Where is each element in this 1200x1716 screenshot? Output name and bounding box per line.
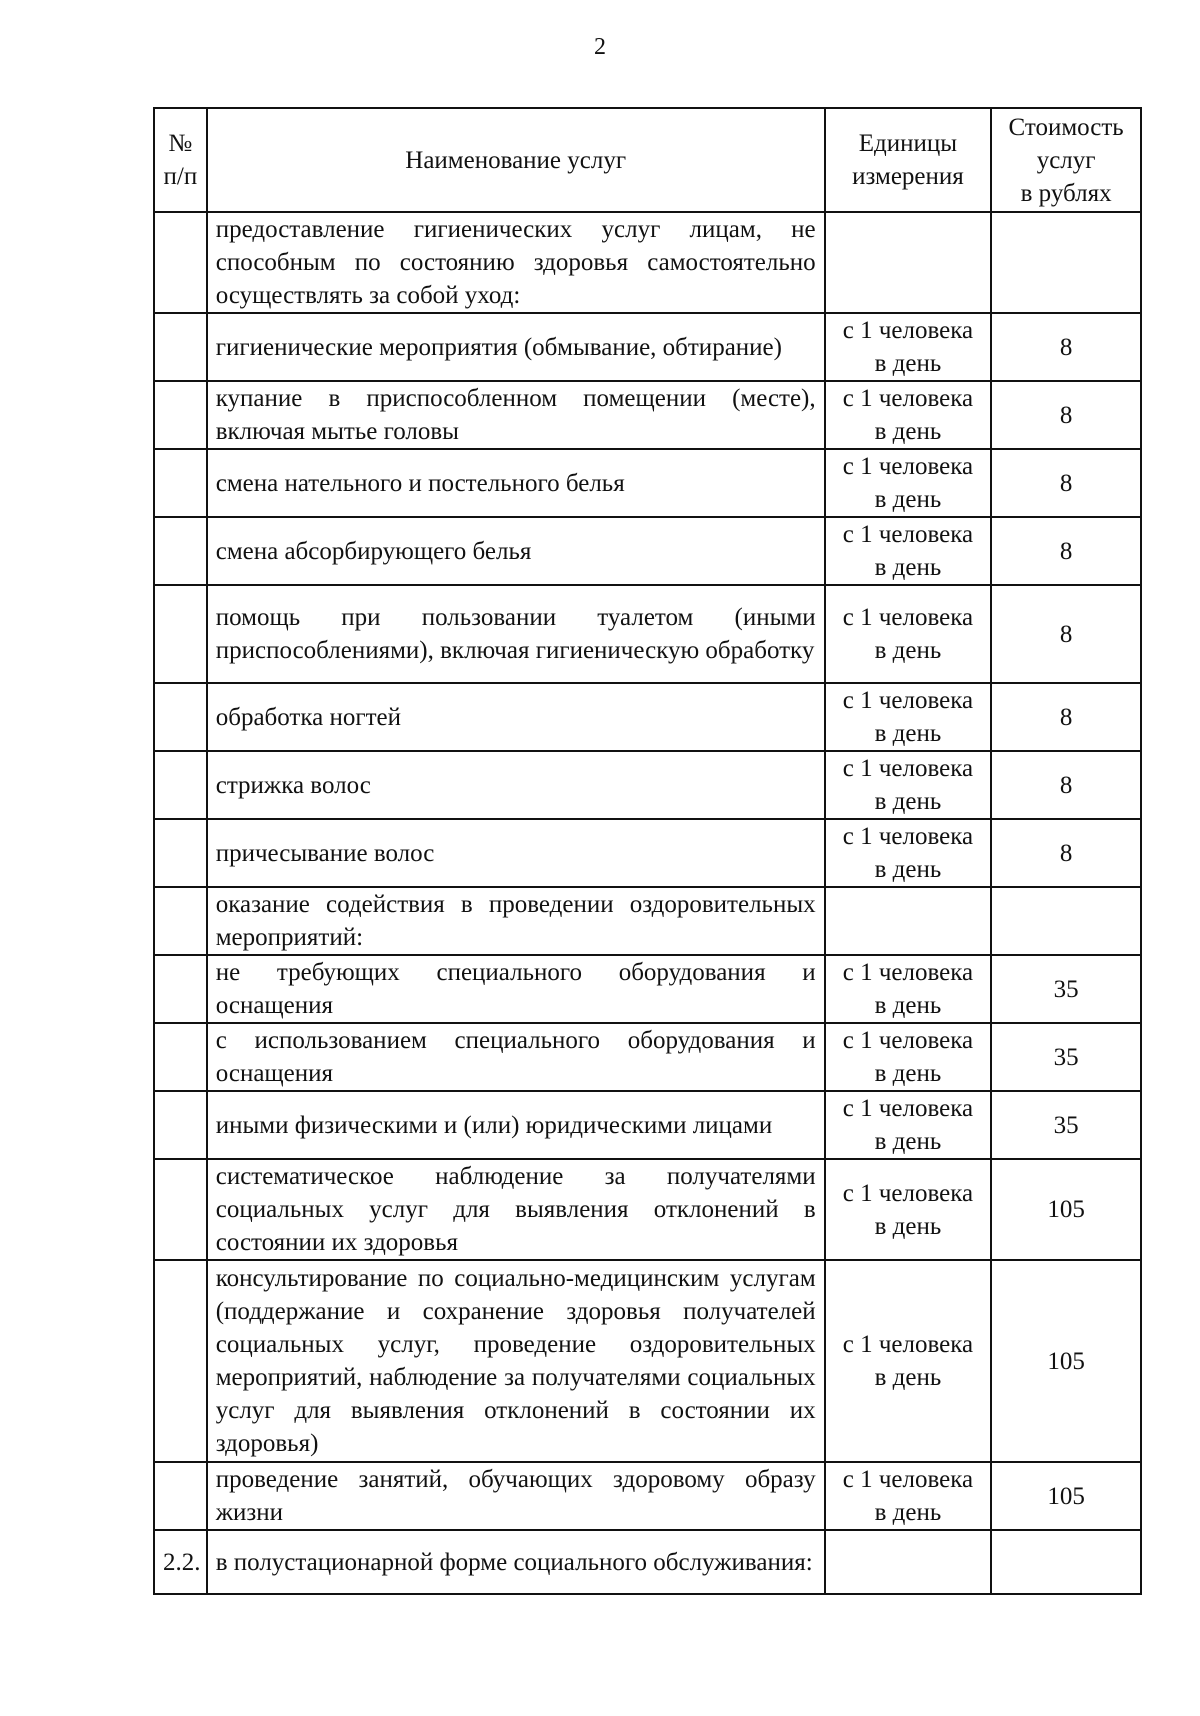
unit-line-1: с 1 человека: [842, 385, 974, 412]
service-name: иными физическими и (или) юридическими лицами: [207, 1091, 825, 1159]
unit-line-2: в день: [874, 1364, 942, 1391]
unit-cell: [825, 955, 992, 1023]
price-cell: 8: [991, 585, 1141, 683]
service-name: в полустационарной форме социального обслуживания:: [207, 1530, 825, 1594]
unit-line-1: с 1 человека: [842, 1179, 974, 1207]
unit-cell: [825, 1462, 992, 1530]
header-service-name: Наименование услуг: [207, 108, 825, 212]
unit-line-1: с 1 человека: [842, 604, 974, 631]
unit-line-1: с 1 человека: [842, 1466, 974, 1493]
price-cell: 8: [991, 449, 1141, 517]
service-name: не требующих специального оборудования и оснащения: [207, 955, 825, 1023]
service-name: систематическое наблюдение за получателями социальных услуг для выявления отклонений в состоянии их здоровья: [207, 1159, 825, 1260]
unit-cell: [825, 887, 992, 955]
unit-cell: [825, 517, 992, 585]
service-name: смена абсорбирующего белья: [207, 517, 825, 585]
service-name: помощь при пользовании туалетом (иными приспособлениями), включая гигиеническую обработку: [207, 585, 825, 683]
row-number: [154, 1159, 207, 1260]
table-row: [154, 819, 1141, 887]
unit-line-1: с 1 человека: [842, 755, 974, 782]
page-number: 2: [594, 34, 606, 60]
unit-line-2: в день: [874, 856, 942, 883]
price-cell: 35: [991, 1091, 1141, 1159]
header-unit-line-2: измерения: [852, 163, 964, 190]
header-number-line-2: п/п: [163, 163, 198, 190]
table-row: [154, 381, 1141, 449]
unit-line-2: в день: [874, 992, 942, 1019]
header-price-line-1: Стоимость: [1008, 113, 1124, 141]
table-row: [154, 212, 1141, 313]
price-cell: 105: [991, 1462, 1141, 1530]
row-number: [154, 1462, 207, 1530]
price-cell: 8: [991, 381, 1141, 449]
unit-line-1: с 1 человека: [842, 687, 974, 714]
unit-cell: [825, 819, 992, 887]
row-number: [154, 683, 207, 751]
header-price: [991, 108, 1141, 212]
table-row: [154, 517, 1141, 585]
row-number: [154, 1023, 207, 1091]
price-cell: [991, 212, 1141, 313]
unit-cell: [825, 313, 992, 381]
unit-line-1: с 1 человека: [842, 1027, 974, 1054]
price-cell: 8: [991, 313, 1141, 381]
row-number: [154, 449, 207, 517]
price-cell: 8: [991, 683, 1141, 751]
table-row: [154, 449, 1141, 517]
unit-cell: [825, 585, 992, 683]
table-row: [154, 751, 1141, 819]
table-row: [154, 1462, 1141, 1530]
header-number: [154, 108, 207, 212]
table-row: [154, 683, 1141, 751]
price-cell: 8: [991, 751, 1141, 819]
price-cell: 8: [991, 819, 1141, 887]
unit-line-2: в день: [874, 486, 942, 513]
table-row: [154, 1159, 1141, 1260]
unit-line-2: в день: [874, 637, 942, 664]
price-cell: 35: [991, 955, 1141, 1023]
header-unit: [825, 108, 992, 212]
unit-line-2: в день: [874, 1128, 942, 1155]
row-number: [154, 887, 207, 955]
unit-cell: [825, 1159, 992, 1260]
unit-line-2: в день: [874, 1060, 942, 1087]
service-name: с использованием специального оборудования и оснащения: [207, 1023, 825, 1091]
unit-line-1: с 1 человека: [842, 317, 974, 344]
row-number: [154, 212, 207, 313]
unit-cell: [825, 1091, 992, 1159]
price-cell: 8: [991, 517, 1141, 585]
unit-line-2: в день: [874, 720, 942, 747]
table-row: [154, 887, 1141, 955]
service-name: гигиенические мероприятия (обмывание, обтирание): [207, 313, 825, 381]
unit-cell: [825, 683, 992, 751]
unit-line-2: в день: [874, 350, 942, 377]
unit-line-1: с 1 человека: [842, 521, 974, 548]
row-number: [154, 955, 207, 1023]
unit-cell: [825, 1530, 992, 1594]
price-cell: [991, 887, 1141, 955]
table-row: [154, 313, 1141, 381]
table-header-row: [154, 108, 1141, 212]
table-row: [154, 955, 1141, 1023]
table-row: [154, 585, 1141, 683]
row-number: [154, 585, 207, 683]
unit-line-2: в день: [874, 1499, 942, 1526]
row-number: [154, 313, 207, 381]
row-number: [154, 381, 207, 449]
table-row: [154, 1091, 1141, 1159]
unit-cell: [825, 1260, 992, 1462]
unit-line-1: с 1 человека: [842, 1331, 974, 1358]
row-number: [154, 1260, 207, 1462]
unit-line-1: с 1 человека: [842, 1095, 974, 1122]
row-number: [154, 751, 207, 819]
unit-cell: [825, 381, 992, 449]
unit-cell: [825, 1023, 992, 1091]
unit-line-1: с 1 человека: [842, 823, 974, 850]
service-name: оказание содействия в проведении оздоровительных мероприятий:: [207, 887, 825, 955]
unit-line-2: в день: [874, 418, 942, 445]
unit-cell: [825, 212, 992, 313]
unit-line-2: в день: [874, 554, 942, 581]
unit-line-1: с 1 человека: [842, 453, 974, 480]
header-price-line-3: в рублях: [1020, 179, 1112, 207]
unit-line-1: с 1 человека: [842, 959, 974, 986]
table-row: [154, 1023, 1141, 1091]
service-name: смена нательного и постельного белья: [207, 449, 825, 517]
service-name: причесывание волос: [207, 819, 825, 887]
unit-cell: [825, 751, 992, 819]
service-name: стрижка волос: [207, 751, 825, 819]
unit-line-2: в день: [874, 788, 942, 815]
price-cell: 105: [991, 1159, 1141, 1260]
service-name: проведение занятий, обучающих здоровому образу жизни: [207, 1462, 825, 1530]
header-price-line-2: услуг: [1036, 146, 1096, 174]
row-number: [154, 1091, 207, 1159]
header-unit-line-1: Единицы: [858, 130, 958, 157]
table-row: [154, 1530, 1141, 1594]
row-number: 2.2.: [154, 1530, 207, 1594]
table-row: [154, 1260, 1141, 1462]
service-name: купание в приспособленном помещении (месте), включая мытье головы: [207, 381, 825, 449]
unit-cell: [825, 449, 992, 517]
service-name: предоставление гигиенических услуг лицам, не способным по состоянию здоровья самостоятельно осуществлять за собой уход:: [207, 212, 825, 313]
price-cell: 35: [991, 1023, 1141, 1091]
header-number-line-1: №: [168, 130, 193, 157]
price-cell: 105: [991, 1260, 1141, 1462]
services-price-table: [153, 107, 1142, 1595]
unit-line-2: в день: [874, 1212, 942, 1240]
row-number: [154, 819, 207, 887]
service-name: обработка ногтей: [207, 683, 825, 751]
price-cell: [991, 1530, 1141, 1594]
service-name: консультирование по социально-медицинским услугам (поддержание и сохранение здоровья получателей социальных услуг, проведение оздоровительных мероприятий, наблюдение за получателями социальных услуг для выявления отклонений в состоянии их здоровья): [207, 1260, 825, 1462]
row-number: [154, 517, 207, 585]
